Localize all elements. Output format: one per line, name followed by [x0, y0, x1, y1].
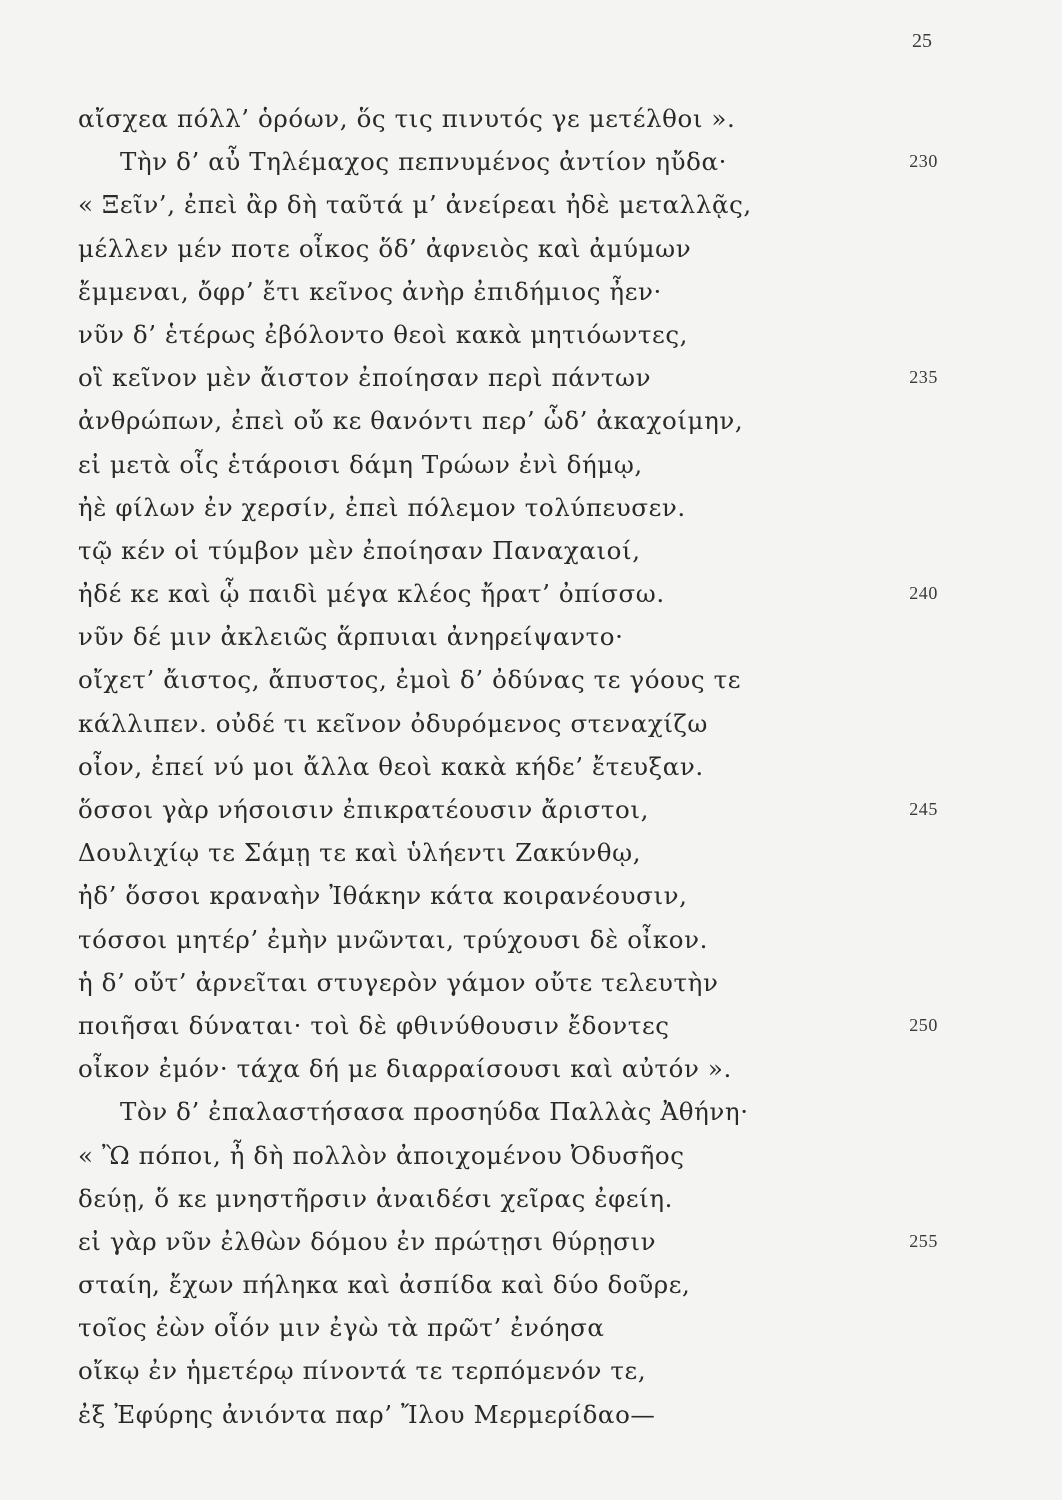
- verse-line: [78, 1263, 938, 1306]
- verse-text: εἰ μετὰ οἷς ἑτάροισι δάμη Τρώων ἐνὶ δήμῳ,: [78, 449, 643, 479]
- verse-text: ἐξ Ἐφύρης ἀνιόντα παρ’ Ἴλου Μερμερίδαο—: [78, 1399, 656, 1429]
- verse-line: [78, 399, 938, 442]
- verse-line: [78, 140, 938, 183]
- verse-line: [78, 1004, 938, 1047]
- verse-line: [78, 1306, 938, 1349]
- verse-text: οἶκον ἐμόν· τάχα δή με διαρραίσουσι καὶ αὐτόν ».: [78, 1054, 732, 1084]
- verse-line: [78, 443, 938, 486]
- verse-text: εἰ γὰρ νῦν ἐλθὼν δόμου ἐν πρώτῃσι θύρῃσιν: [78, 1226, 657, 1256]
- verse-text: σταίη, ἔχων πήληκα καὶ ἀσπίδα καὶ δύο δοῦρε,: [78, 1270, 691, 1300]
- verse-line: [78, 572, 938, 615]
- verse-text: δεύῃ, ὅ κε μνηστῆρσιν ἀναιδέσι χεῖρας ἐφείη.: [78, 1183, 674, 1213]
- line-number: 250: [909, 1014, 938, 1035]
- verse-line: [78, 961, 938, 1004]
- verse-text: « Ξεῖν’, ἐπεὶ ἂρ δὴ ταῦτά μ’ ἀνείρεαι ἠδὲ μεταλλᾷς,: [78, 190, 752, 220]
- verse-text: νῦν δέ μιν ἀκλειῶς ἅρπυιαι ἀνηρείψαντο·: [78, 622, 624, 652]
- verse-line: [78, 831, 938, 874]
- verse-line: [78, 1047, 938, 1090]
- verse-line: [78, 183, 938, 226]
- page-number: 25: [912, 30, 932, 52]
- verse-text: νῦν δ’ ἑτέρως ἐβόλοντο θεοὶ κακὰ μητιόωντες,: [78, 319, 689, 349]
- verse-line: [78, 356, 938, 399]
- verse-text: Τὸν δ’ ἐπαλαστήσασα προσηύδα Παλλὰς Ἀθήνη·: [120, 1097, 749, 1127]
- verse-text: οἴχετ’ ἄιστος, ἄπυστος, ἐμοὶ δ’ ὀδύνας τε γόους τε: [78, 665, 742, 695]
- verse-text: οἴκῳ ἐν ἡμετέρῳ πίνοντά τε τερπόμενόν τε,: [78, 1356, 647, 1386]
- verse-line: [78, 1090, 938, 1133]
- verse-line: [78, 702, 938, 745]
- verse-line: [78, 270, 938, 313]
- verse-text: ἔμμεναι, ὄφρ’ ἔτι κεῖνος ἀνὴρ ἐπιδήμιος ἦεν·: [78, 276, 662, 306]
- verse-line: [78, 615, 938, 658]
- verse-text: ἠὲ φίλων ἐν χερσίν, ἐπεὶ πόλεμον τολύπευσεν.: [78, 492, 686, 522]
- verse-line: [78, 1134, 938, 1177]
- verse-text: μέλλεν μέν ποτε οἶκος ὅδ’ ἀφνειὸς καὶ ἀμύμων: [78, 233, 692, 263]
- verse-line: [78, 486, 938, 529]
- verse-block: [78, 97, 938, 1436]
- verse-line: [78, 1220, 938, 1263]
- line-number: 235: [909, 367, 938, 388]
- line-number: 255: [909, 1230, 938, 1251]
- verse-line: [78, 788, 938, 831]
- verse-text: ἡ δ’ οὔτ’ ἀρνεῖται στυγερὸν γάμον οὔτε τελευτὴν: [78, 967, 719, 997]
- verse-line: [78, 529, 938, 572]
- verse-text: τῷ κέν οἱ τύμβον μὲν ἐποίησαν Παναχαιοί,: [78, 535, 641, 565]
- verse-text: τόσσοι μητέρ’ ἐμὴν μνῶνται, τρύχουσι δὲ οἶκον.: [78, 924, 708, 954]
- verse-text: ἠδ’ ὅσσοι κραναὴν Ἰθάκην κάτα κοιρανέουσιν,: [78, 881, 688, 911]
- verse-text: ἠδέ κε καὶ ᾧ παιδὶ μέγα κλέος ἤρατ’ ὀπίσσω.: [78, 579, 665, 609]
- verse-line: [78, 227, 938, 270]
- verse-text: Τὴν δ’ αὖ Τηλέμαχος πεπνυμένος ἀντίον ηὔδα·: [120, 147, 728, 177]
- verse-line: [78, 918, 938, 961]
- verse-line: [78, 1393, 938, 1436]
- verse-text: ὅσσοι γὰρ νήσοισιν ἐπικρατέουσιν ἄριστοι,: [78, 795, 649, 824]
- verse-line: [78, 874, 938, 917]
- verse-text: κάλλιπεν. οὐδέ τι κεῖνον ὀδυρόμενος στεναχίζω: [78, 708, 708, 738]
- verse-line: [78, 313, 938, 356]
- line-number: 230: [909, 151, 938, 172]
- verse-line: [78, 1349, 938, 1392]
- verse-text: ποιῆσαι δύναται· τοὶ δὲ φθινύθουσιν ἔδοντες: [78, 1010, 670, 1040]
- verse-text: αἴσχεα πόλλ’ ὁρόων, ὅς τις πινυτός γε μετέλθοι ».: [78, 104, 736, 133]
- line-number: 245: [909, 799, 938, 819]
- verse-text: οἳ κεῖνον μὲν ἄιστον ἐποίησαν περὶ πάντων: [78, 363, 652, 393]
- verse-text: Δουλιχίῳ τε Σάμῃ τε καὶ ὑλήεντι Ζακύνθῳ,: [78, 838, 642, 868]
- line-number: 240: [909, 583, 938, 604]
- verse-line: [78, 658, 938, 701]
- verse-line: [78, 1177, 938, 1220]
- verse-text: οἶον, ἐπεί νύ μοι ἄλλα θεοὶ κακὰ κήδε’ ἔτευξαν.: [78, 751, 704, 781]
- verse-text: « Ὢ πόποι, ἦ δὴ πολλὸν ἀποιχομένου Ὀδυσῆος: [78, 1140, 685, 1170]
- verse-text: τοῖος ἐὼν οἷόν μιν ἐγὼ τὰ πρῶτ’ ἐνόησα: [78, 1313, 605, 1343]
- verse-line: [78, 745, 938, 788]
- verse-line: [78, 97, 938, 140]
- verse-text: ἀνθρώπων, ἐπεὶ οὔ κε θανόντι περ’ ὧδ’ ἀκαχοίμην,: [78, 406, 744, 436]
